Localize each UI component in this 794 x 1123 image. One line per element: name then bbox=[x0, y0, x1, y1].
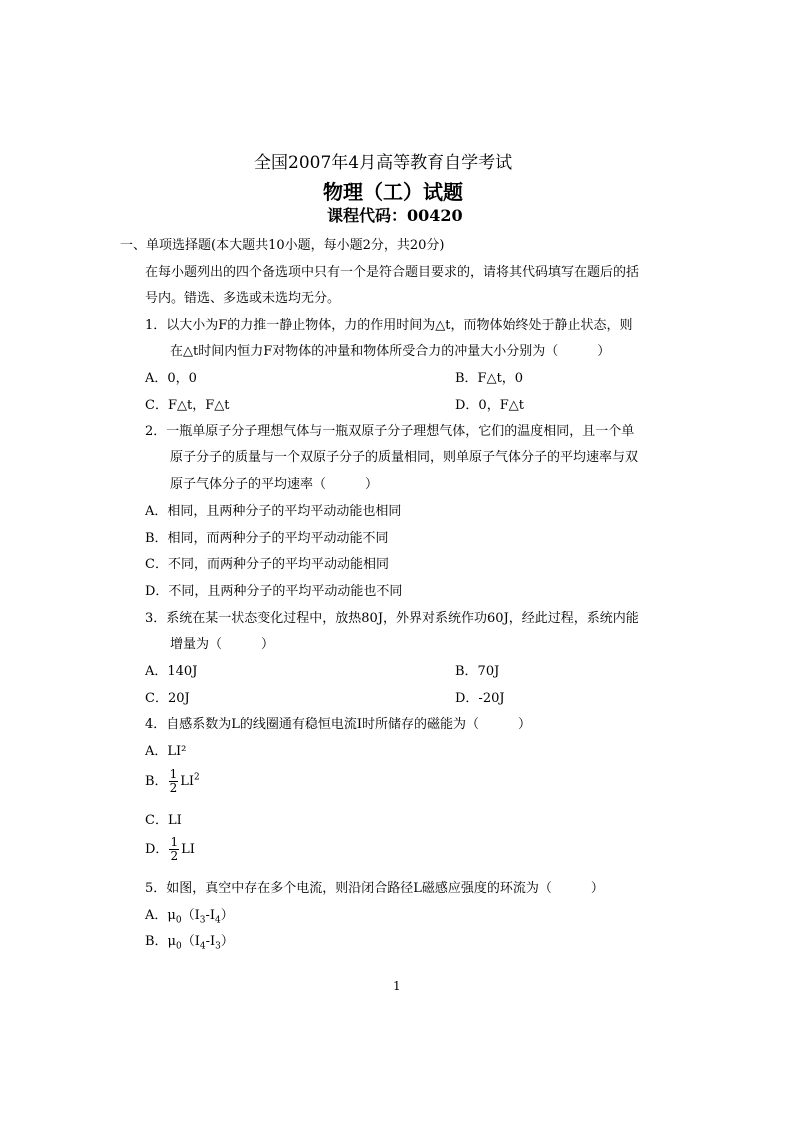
question-4-line: 4．自感系数为L的线圈通有稳恒电流I时所储存的磁能为（ ） bbox=[145, 717, 532, 732]
fraction-half: $\frac{1}{2}$ bbox=[170, 835, 179, 863]
fraction-half: $\frac{1}{2}$ bbox=[169, 767, 178, 795]
page-number: 1 bbox=[393, 979, 401, 993]
option-c: C．不同，而两种分子的平均平动动能相同 bbox=[145, 557, 389, 572]
option-d: D．0，F△t bbox=[455, 398, 524, 413]
question-3-line: 增量为（ ） bbox=[170, 637, 275, 652]
option-d: D．-20J bbox=[455, 691, 505, 706]
option-b: B．相同，而两种分子的平均平动动能不同 bbox=[145, 531, 389, 546]
question-3-line: 3．系统在某一状态变化过程中，放热80J，外界对系统作功60J，经此过程，系统内能 bbox=[145, 611, 639, 626]
subscript: 0 bbox=[175, 915, 182, 926]
question-5-line: 5．如图，真空中存在多个电流，则沿闭合路径L磁感应强度的环流为（ ） bbox=[145, 881, 604, 896]
question-2-line: 原子气体分子的平均速率（ ） bbox=[170, 477, 379, 492]
option-label: B． bbox=[145, 774, 168, 789]
subject-title: 物理（工）试题 bbox=[323, 180, 463, 204]
option-a: A．140J bbox=[145, 664, 198, 679]
option-c: C．20J bbox=[145, 691, 190, 706]
instruction-line: 在每小题列出的四个备选项中只有一个是符合题目要求的，请将其代码填写在题后的括 bbox=[145, 265, 640, 280]
option-label: D． bbox=[145, 842, 169, 857]
option-b: B．F△t，0 bbox=[455, 371, 524, 386]
option-c: C．F△t，F△t bbox=[145, 398, 230, 413]
expression: LI bbox=[180, 774, 194, 789]
option-label: A．μ bbox=[145, 908, 176, 923]
option-a: A．相同，且两种分子的平均平动动能也相同 bbox=[145, 504, 402, 519]
course-code: 课程代码：00420 bbox=[327, 206, 463, 225]
option-d bbox=[145, 834, 195, 866]
expression: LI bbox=[181, 842, 195, 857]
subscript: 0 bbox=[176, 941, 182, 952]
option-label: B．μ bbox=[145, 934, 177, 949]
option-d: D．不同，且两种分子的平均平动动能也不同 bbox=[145, 584, 403, 599]
question-1-line: 1．以大小为F的力推一静止物体，力的作用时间为△t，而物体始终处于静止状态，则 bbox=[145, 318, 633, 333]
option-b: B．70J bbox=[455, 664, 500, 679]
option-a: A．LI² bbox=[145, 744, 187, 759]
option-b bbox=[145, 766, 200, 798]
section-heading: 一、单项选择题(本大题共10小题，每小题2分，共20分) bbox=[120, 238, 445, 253]
question-1-line: 在△t时间内恒力F对物体的冲量和物体所受合力的冲量大小分别为（ ） bbox=[170, 344, 611, 359]
option-a: A．$\mu_0(I_3-I_4)$ bbox=[145, 908, 234, 926]
option-c: C．LI bbox=[145, 813, 182, 828]
instruction-line: 号内。错选、多选或未选均无分。 bbox=[145, 291, 341, 306]
option-b: B．$\mu_0(I_4-I_3)$ bbox=[145, 934, 234, 952]
question-2-line: 原子分子的质量与一个双原子分子的质量相同，则单原子气体分子的平均速率与双 bbox=[170, 450, 639, 465]
exam-title: 全国2007年4月高等教育自学考试 bbox=[254, 153, 513, 173]
exponent: 2 bbox=[193, 772, 200, 783]
question-2-line: 2．一瓶单原子分子理想气体与一瓶双原子分子理想气体，它们的温度相同，且一个单 bbox=[145, 424, 635, 439]
option-a: A．0，0 bbox=[145, 371, 197, 386]
